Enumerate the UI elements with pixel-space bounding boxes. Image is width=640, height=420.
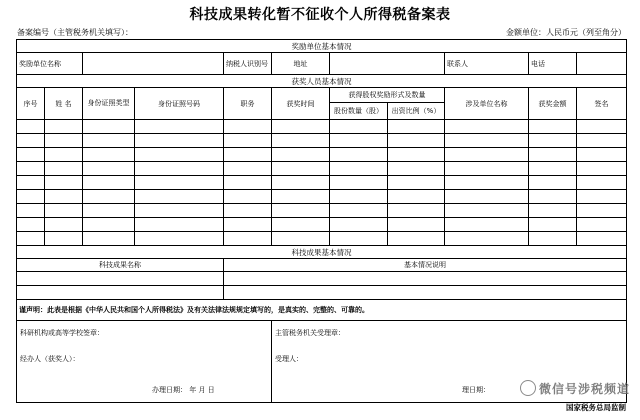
col-header-amount: 获奖金额 bbox=[529, 88, 577, 120]
achievement-header-row bbox=[17, 259, 627, 272]
phone-label: 电话 bbox=[529, 53, 577, 75]
filing-form-table bbox=[16, 39, 627, 403]
watermark: 微信号涉税频道 bbox=[520, 380, 630, 397]
achievement-section-heading: 科技成果基本情况 bbox=[17, 246, 627, 259]
achievement-section-row bbox=[17, 246, 627, 259]
col-header-achievement-desc: 基本情况说明 bbox=[224, 259, 627, 272]
awardee-header-row-1 bbox=[17, 88, 627, 103]
award-unit-name-label: 奖励单位名称 bbox=[17, 53, 83, 75]
col-header-shares: 股份数量（股） bbox=[330, 103, 388, 120]
awardees-section-row bbox=[17, 75, 627, 88]
handler-label: 经办人（获奖人）： bbox=[20, 355, 80, 363]
declaration-text: 谨声明：此表是根据《中华人民共和国个人所得税法》及有关法律法规规定填写的，是真实的、完整的、可靠的。 bbox=[17, 300, 627, 321]
awardee-row bbox=[17, 218, 627, 232]
col-header-id-type: 身份证照类型 bbox=[83, 88, 135, 120]
address-input[interactable] bbox=[330, 53, 445, 75]
col-header-equity-group: 获得股权奖励形式及数量 bbox=[330, 88, 445, 103]
wechat-logo-icon bbox=[520, 380, 536, 396]
phone-input[interactable] bbox=[577, 53, 627, 75]
address-label: 地址 bbox=[272, 53, 330, 75]
col-header-achievement-name: 科技成果名称 bbox=[17, 259, 224, 272]
achievement-row bbox=[17, 272, 627, 286]
awardee-row bbox=[17, 148, 627, 162]
award-unit-section-heading: 奖励单位基本情况 bbox=[17, 40, 627, 53]
handle-date-label: 办理日期： 年 月 日 bbox=[152, 386, 215, 394]
awardee-row bbox=[17, 204, 627, 218]
taxpayer-id-label: 纳税人识别号 bbox=[224, 53, 272, 75]
receiver-label: 受理人： bbox=[275, 355, 303, 363]
awardee-row bbox=[17, 232, 627, 246]
awardee-row bbox=[17, 176, 627, 190]
achievement-row bbox=[17, 286, 627, 300]
awardees-section-heading: 获奖人员基本情况 bbox=[17, 75, 627, 88]
col-header-ratio: 出资比例（%） bbox=[388, 103, 445, 120]
award-unit-fields-row bbox=[17, 53, 627, 75]
award-unit-section-row bbox=[17, 40, 627, 53]
awardee-row bbox=[17, 162, 627, 176]
tax-receiver-seal-label: 主管税务机关受理章： bbox=[275, 329, 345, 337]
col-header-id-no: 身份证照号码 bbox=[135, 88, 224, 120]
declaration-row bbox=[17, 300, 627, 321]
contact-label: 联系人 bbox=[445, 53, 529, 75]
supervisor-footer: 国家税务总局监制 bbox=[566, 403, 626, 412]
awardee-row bbox=[17, 134, 627, 148]
awardee-row bbox=[17, 120, 627, 134]
col-header-no: 序号 bbox=[17, 88, 45, 120]
col-header-name: 姓 名 bbox=[45, 88, 83, 120]
institution-signoff-cell bbox=[17, 321, 272, 403]
col-header-unit-name: 涉及单位名称 bbox=[445, 88, 529, 120]
col-header-position: 职务 bbox=[224, 88, 272, 120]
institution-seal-label: 科研机构或高等学校签章： bbox=[20, 329, 104, 337]
amount-unit-label: 金额单位：人民币元（列至角分） bbox=[506, 28, 626, 37]
award-unit-name-input[interactable] bbox=[83, 53, 224, 75]
col-header-award-time: 获奖时间 bbox=[272, 88, 330, 120]
col-header-signature: 签名 bbox=[577, 88, 627, 120]
filing-number-label: 备案编号（主管税务机关填写）： bbox=[17, 28, 133, 37]
receive-date-label: 理日期： bbox=[462, 386, 490, 394]
awardee-row bbox=[17, 190, 627, 204]
form-title: 科技成果转化暂不征收个人所得税备案表 bbox=[189, 7, 451, 23]
